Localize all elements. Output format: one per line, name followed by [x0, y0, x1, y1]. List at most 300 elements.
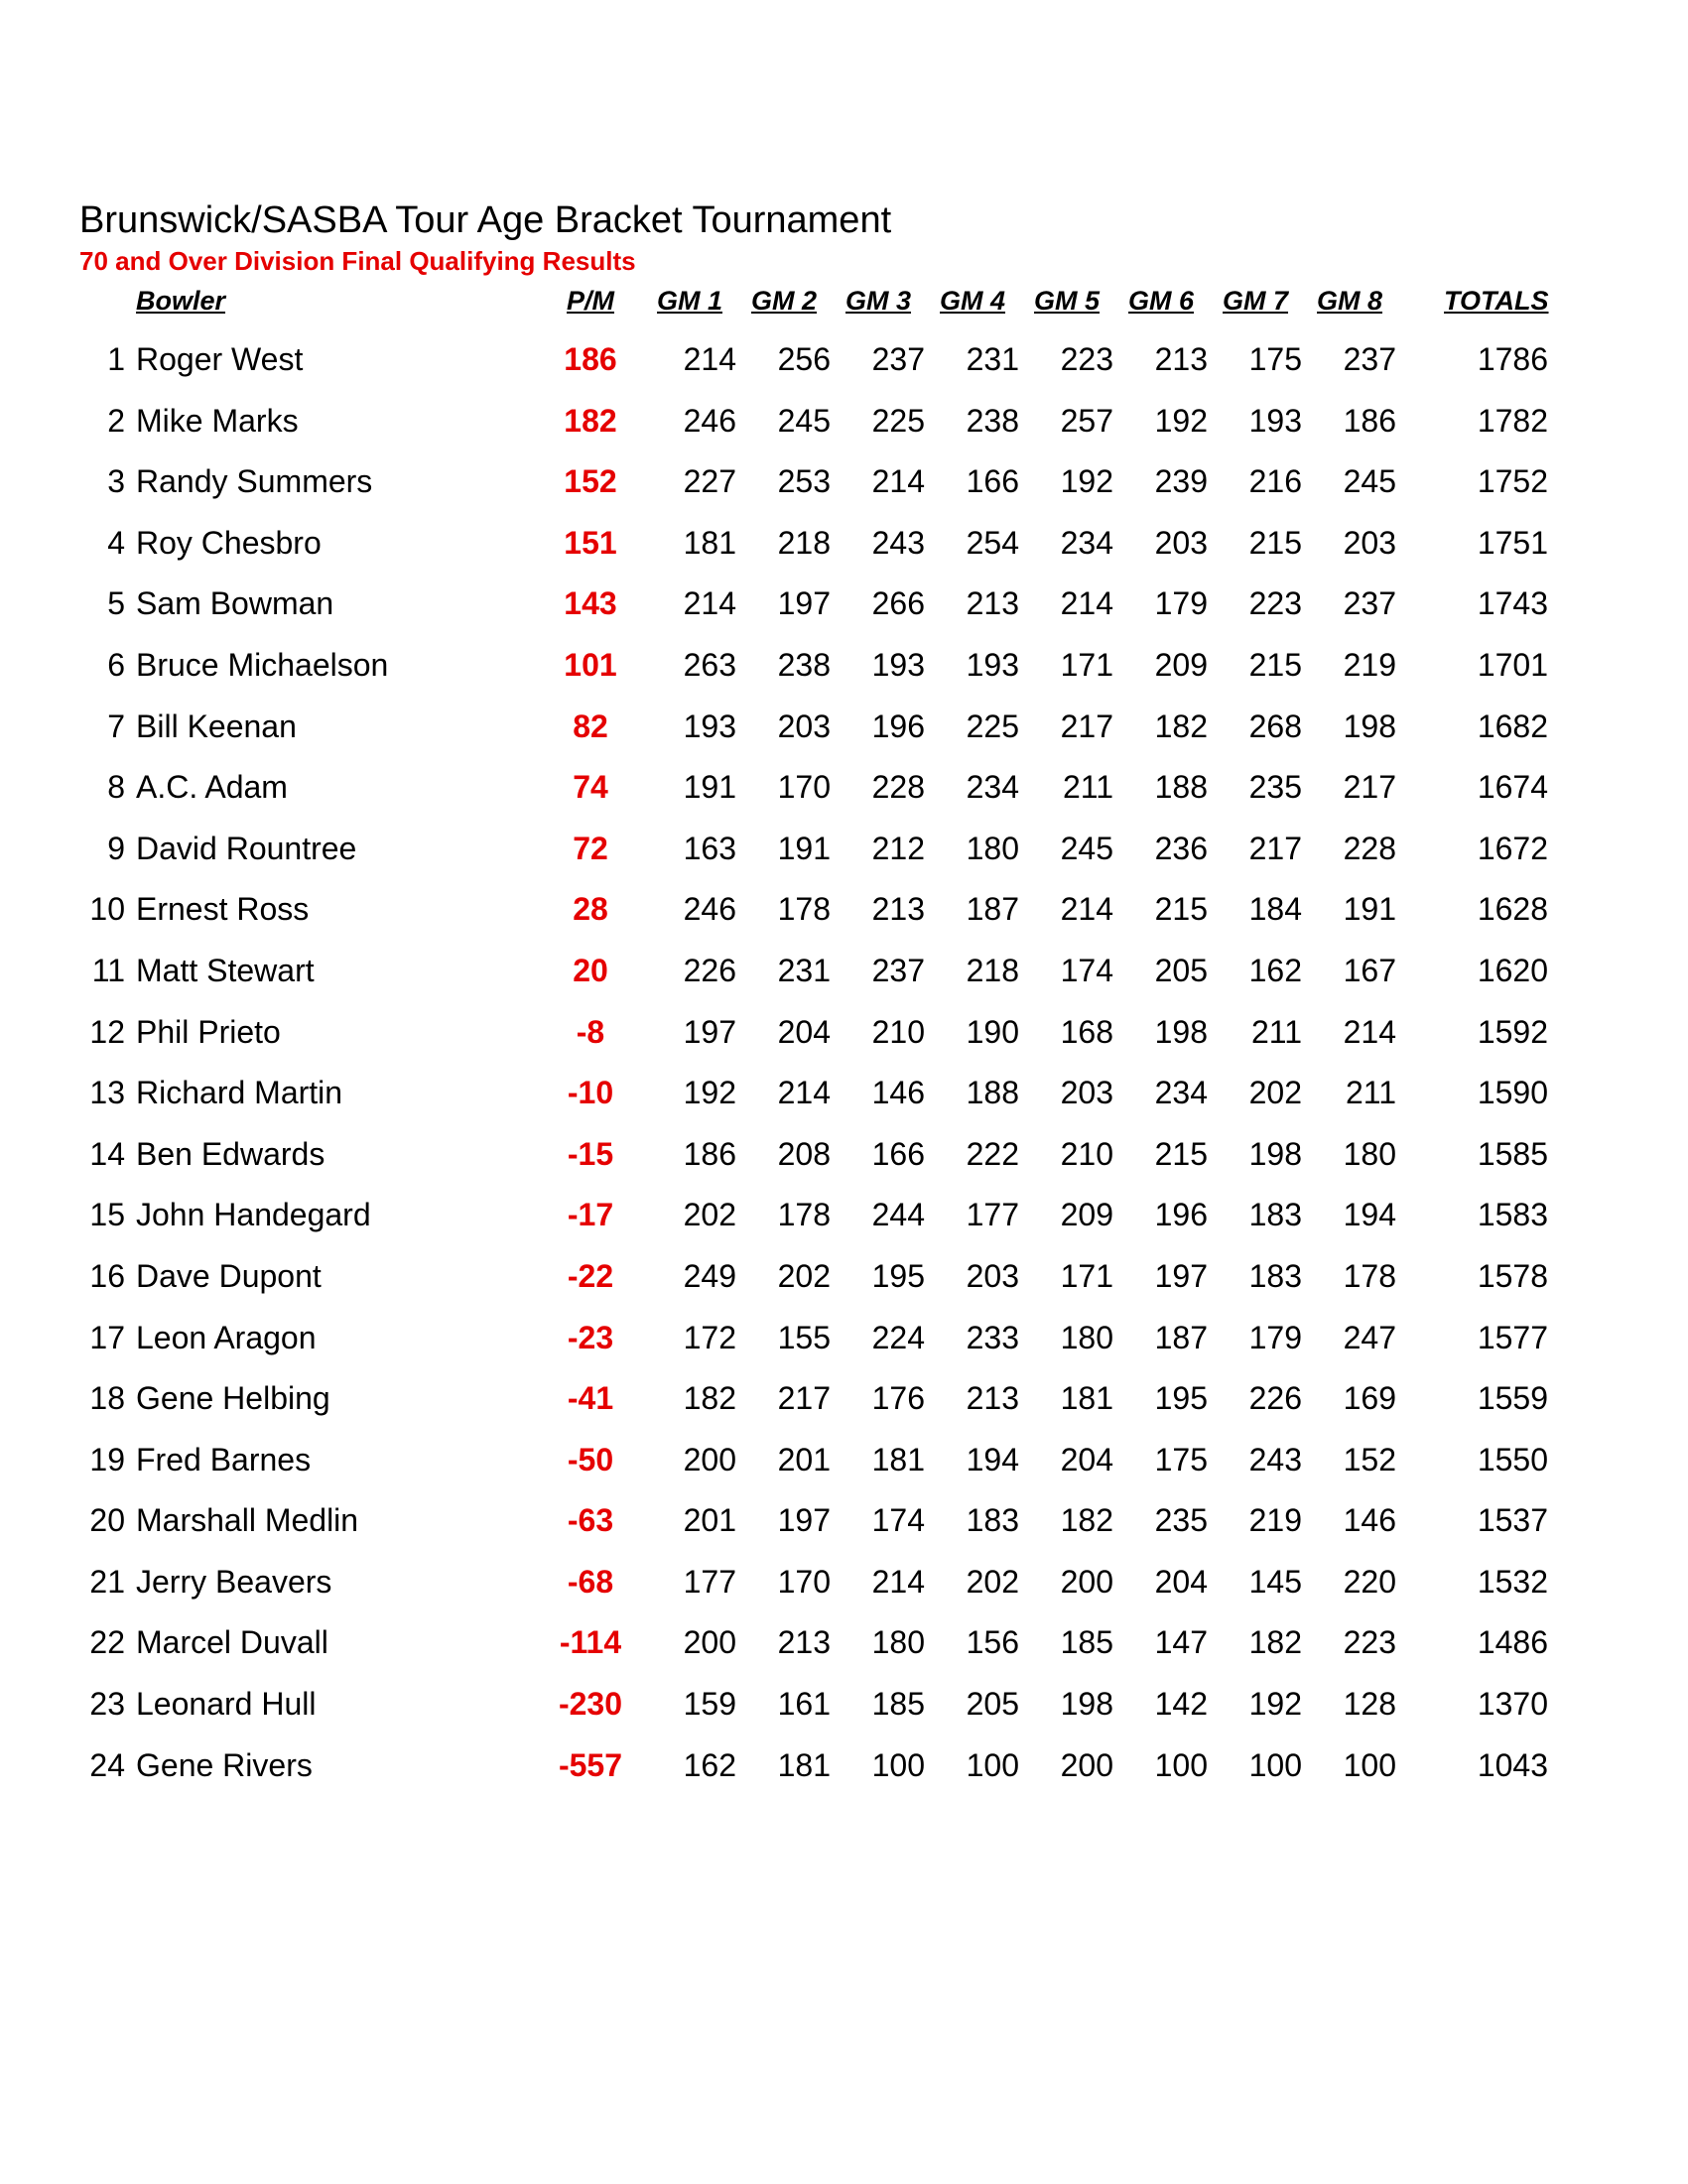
- page-subtitle: 70 and Over Division Final Qualifying Results: [79, 246, 636, 276]
- game-8-score-cell: 100: [1343, 1746, 1396, 1783]
- game-3-score-cell: 146: [871, 1075, 925, 1111]
- game-1-score-cell: 181: [683, 524, 736, 561]
- table-row: [0, 579, 1688, 641]
- game-3-score-cell: 174: [871, 1502, 925, 1539]
- game-7-score-cell: 235: [1248, 769, 1302, 806]
- game-6-score-cell: 195: [1154, 1380, 1208, 1417]
- game-1-score-cell: 200: [683, 1441, 736, 1477]
- game-1-score-cell: 177: [683, 1563, 736, 1600]
- game-1-score-cell: 214: [683, 585, 736, 622]
- results-table: [0, 335, 1688, 1802]
- game-3-score-cell: 214: [871, 463, 925, 500]
- game-6-score-cell: 196: [1154, 1197, 1208, 1233]
- game-6-score-cell: 100: [1154, 1746, 1208, 1783]
- plus-minus-cell: 82: [573, 707, 608, 744]
- total-cell: 1577: [1477, 1319, 1548, 1355]
- game-5-score-cell: 168: [1060, 1013, 1113, 1050]
- game-3-score-cell: 228: [871, 769, 925, 806]
- game-1-score-cell: 192: [683, 1075, 736, 1111]
- game-7-score-cell: 198: [1248, 1135, 1302, 1172]
- plus-minus-cell: -41: [567, 1380, 614, 1417]
- game-7-score-cell: 183: [1248, 1197, 1302, 1233]
- game-4-score-cell: 218: [966, 952, 1019, 988]
- game-2-score-cell: 256: [777, 341, 831, 377]
- game-6-score-cell: 187: [1154, 1319, 1208, 1355]
- plus-minus-cell: -230: [558, 1686, 623, 1723]
- bowler-name-cell: Ben Edwards: [136, 1135, 325, 1172]
- game-2-score-cell: 197: [777, 1502, 831, 1539]
- total-cell: 1585: [1477, 1135, 1548, 1172]
- bowler-name-cell: A.C. Adam: [136, 769, 288, 806]
- bowler-name-cell: Richard Martin: [136, 1075, 343, 1111]
- game-4-score-cell: 231: [966, 341, 1019, 377]
- game-3-score-cell: 244: [871, 1197, 925, 1233]
- rank-cell: 2: [107, 402, 125, 439]
- total-cell: 1550: [1477, 1441, 1548, 1477]
- game-5-score-cell: 182: [1060, 1502, 1113, 1539]
- table-row: [0, 1069, 1688, 1130]
- bowler-name-cell: Roy Chesbro: [136, 524, 322, 561]
- game-6-score-cell: 213: [1154, 341, 1208, 377]
- game-8-score-cell: 186: [1343, 402, 1396, 439]
- header-gm3: GM 3: [845, 286, 912, 316]
- total-cell: 1701: [1477, 646, 1548, 683]
- plus-minus-cell: 74: [573, 769, 608, 806]
- game-3-score-cell: 237: [871, 952, 925, 988]
- game-6-score-cell: 142: [1154, 1686, 1208, 1723]
- game-8-score-cell: 146: [1343, 1502, 1396, 1539]
- game-8-score-cell: 211: [1345, 1075, 1396, 1111]
- plus-minus-cell: 151: [564, 524, 617, 561]
- game-7-score-cell: 162: [1248, 952, 1302, 988]
- game-3-score-cell: 224: [871, 1319, 925, 1355]
- game-7-score-cell: 184: [1248, 891, 1302, 928]
- plus-minus-cell: -17: [567, 1197, 614, 1233]
- rank-cell: 11: [91, 952, 125, 988]
- game-7-score-cell: 211: [1250, 1013, 1302, 1050]
- game-5-score-cell: 198: [1060, 1686, 1113, 1723]
- table-row: [0, 703, 1688, 764]
- game-8-score-cell: 220: [1343, 1563, 1396, 1600]
- game-5-score-cell: 223: [1060, 341, 1113, 377]
- bowler-name-cell: Gene Rivers: [136, 1746, 313, 1783]
- total-cell: 1583: [1477, 1197, 1548, 1233]
- rank-cell: 23: [89, 1686, 125, 1723]
- table-row: [0, 457, 1688, 519]
- game-2-score-cell: 202: [777, 1257, 831, 1294]
- game-5-score-cell: 234: [1060, 524, 1113, 561]
- game-8-score-cell: 198: [1343, 707, 1396, 744]
- bowler-name-cell: Bruce Michaelson: [136, 646, 389, 683]
- game-5-score-cell: 192: [1060, 463, 1113, 500]
- game-8-score-cell: 191: [1343, 891, 1396, 928]
- game-3-score-cell: 185: [871, 1686, 925, 1723]
- game-4-score-cell: 222: [966, 1135, 1019, 1172]
- total-cell: 1628: [1477, 891, 1548, 928]
- game-7-score-cell: 202: [1248, 1075, 1302, 1111]
- header-bowler: Bowler: [136, 286, 226, 316]
- game-7-score-cell: 216: [1248, 463, 1302, 500]
- table-row: [0, 1252, 1688, 1314]
- bowler-name-cell: Jerry Beavers: [136, 1563, 332, 1600]
- game-4-score-cell: 202: [966, 1563, 1019, 1600]
- game-2-score-cell: 214: [777, 1075, 831, 1111]
- total-cell: 1532: [1477, 1563, 1548, 1600]
- total-cell: 1682: [1477, 707, 1548, 744]
- plus-minus-cell: -68: [567, 1563, 614, 1600]
- table-row: [0, 1558, 1688, 1619]
- game-5-score-cell: 214: [1060, 891, 1113, 928]
- table-row: [0, 1130, 1688, 1192]
- header-gm8: GM 8: [1317, 286, 1383, 316]
- game-5-score-cell: 257: [1060, 402, 1113, 439]
- game-6-score-cell: 175: [1154, 1441, 1208, 1477]
- game-5-score-cell: 200: [1060, 1563, 1113, 1600]
- game-3-score-cell: 237: [871, 341, 925, 377]
- game-6-score-cell: 179: [1154, 585, 1208, 622]
- game-2-score-cell: 245: [777, 402, 831, 439]
- game-5-score-cell: 171: [1060, 1257, 1113, 1294]
- game-1-score-cell: 227: [683, 463, 736, 500]
- table-row: [0, 1618, 1688, 1680]
- table-row: [0, 1191, 1688, 1252]
- table-row: [0, 1374, 1688, 1436]
- game-5-score-cell: 210: [1060, 1135, 1113, 1172]
- rank-cell: 15: [89, 1197, 125, 1233]
- bowler-name-cell: Marshall Medlin: [136, 1502, 359, 1539]
- game-6-score-cell: 235: [1154, 1502, 1208, 1539]
- game-5-score-cell: 245: [1060, 830, 1113, 866]
- total-cell: 1751: [1477, 524, 1548, 561]
- bowler-name-cell: Leonard Hull: [136, 1686, 317, 1723]
- table-row: [0, 763, 1688, 825]
- game-5-score-cell: 174: [1060, 952, 1113, 988]
- bowler-name-cell: Bill Keenan: [136, 707, 297, 744]
- header-gm1: GM 1: [657, 286, 723, 316]
- total-cell: 1752: [1477, 463, 1548, 500]
- bowler-name-cell: Dave Dupont: [136, 1257, 322, 1294]
- game-4-score-cell: 203: [966, 1257, 1019, 1294]
- total-cell: 1559: [1477, 1380, 1548, 1417]
- bowler-name-cell: John Handegard: [136, 1197, 371, 1233]
- plus-minus-cell: -557: [558, 1746, 623, 1783]
- game-4-score-cell: 166: [966, 463, 1019, 500]
- rank-cell: 10: [89, 891, 125, 928]
- total-cell: 1590: [1477, 1075, 1548, 1111]
- game-6-score-cell: 192: [1154, 402, 1208, 439]
- plus-minus-cell: -10: [567, 1075, 614, 1111]
- plus-minus-cell: -114: [559, 1624, 622, 1661]
- game-3-score-cell: 266: [871, 585, 925, 622]
- header-totals: TOTALS: [1444, 286, 1549, 316]
- game-3-score-cell: 213: [871, 891, 925, 928]
- plus-minus-cell: -23: [567, 1319, 614, 1355]
- game-8-score-cell: 214: [1343, 1013, 1396, 1050]
- plus-minus-cell: 152: [564, 463, 617, 500]
- game-6-score-cell: 215: [1154, 891, 1208, 928]
- game-5-score-cell: 171: [1060, 646, 1113, 683]
- page-title: Brunswick/SASBA Tour Age Bracket Tournament: [79, 199, 892, 241]
- total-cell: 1578: [1477, 1257, 1548, 1294]
- rank-cell: 4: [107, 524, 125, 561]
- bowler-name-cell: David Rountree: [136, 830, 357, 866]
- rank-cell: 9: [107, 830, 125, 866]
- game-6-score-cell: 215: [1154, 1135, 1208, 1172]
- game-1-score-cell: 159: [683, 1686, 736, 1723]
- game-8-score-cell: 178: [1343, 1257, 1396, 1294]
- table-row: [0, 1008, 1688, 1070]
- game-4-score-cell: 183: [966, 1502, 1019, 1539]
- game-7-score-cell: 223: [1248, 585, 1302, 622]
- game-4-score-cell: 233: [966, 1319, 1019, 1355]
- game-4-score-cell: 177: [966, 1197, 1019, 1233]
- bowler-name-cell: Mike Marks: [136, 402, 299, 439]
- game-1-score-cell: 246: [683, 402, 736, 439]
- game-8-score-cell: 237: [1343, 341, 1396, 377]
- bowler-name-cell: Leon Aragon: [136, 1319, 317, 1355]
- game-7-score-cell: 193: [1248, 402, 1302, 439]
- table-row: [0, 1741, 1688, 1803]
- plus-minus-cell: 143: [564, 585, 617, 622]
- game-8-score-cell: 180: [1343, 1135, 1396, 1172]
- bowler-name-cell: Fred Barnes: [136, 1441, 312, 1477]
- table-row: [0, 1496, 1688, 1558]
- game-7-score-cell: 226: [1248, 1380, 1302, 1417]
- game-2-score-cell: 238: [777, 646, 831, 683]
- game-1-score-cell: 249: [683, 1257, 736, 1294]
- game-6-score-cell: 198: [1154, 1013, 1208, 1050]
- game-8-score-cell: 194: [1343, 1197, 1396, 1233]
- game-6-score-cell: 188: [1154, 769, 1208, 806]
- game-2-score-cell: 253: [777, 463, 831, 500]
- bowler-name-cell: Phil Prieto: [136, 1013, 281, 1050]
- game-1-score-cell: 197: [683, 1013, 736, 1050]
- game-7-score-cell: 215: [1248, 524, 1302, 561]
- game-7-score-cell: 215: [1248, 646, 1302, 683]
- game-8-score-cell: 203: [1343, 524, 1396, 561]
- game-6-score-cell: 203: [1154, 524, 1208, 561]
- game-3-score-cell: 180: [871, 1624, 925, 1661]
- game-7-score-cell: 145: [1248, 1563, 1302, 1600]
- game-3-score-cell: 181: [871, 1441, 925, 1477]
- total-cell: 1486: [1477, 1624, 1548, 1661]
- bowler-name-cell: Sam Bowman: [136, 585, 334, 622]
- bowler-name-cell: Roger West: [136, 341, 304, 377]
- game-6-score-cell: 234: [1154, 1075, 1208, 1111]
- total-cell: 1782: [1477, 402, 1548, 439]
- plus-minus-cell: -63: [567, 1502, 614, 1539]
- game-1-score-cell: 191: [683, 769, 736, 806]
- game-2-score-cell: 203: [777, 707, 831, 744]
- game-6-score-cell: 182: [1154, 707, 1208, 744]
- rank-cell: 3: [107, 463, 125, 500]
- rank-cell: 5: [107, 585, 125, 622]
- game-2-score-cell: 204: [777, 1013, 831, 1050]
- game-3-score-cell: 196: [871, 707, 925, 744]
- game-3-score-cell: 243: [871, 524, 925, 561]
- rank-cell: 22: [89, 1624, 125, 1661]
- rank-cell: 19: [89, 1441, 125, 1477]
- game-3-score-cell: 210: [871, 1013, 925, 1050]
- total-cell: 1537: [1477, 1502, 1548, 1539]
- game-4-score-cell: 156: [966, 1624, 1019, 1661]
- plus-minus-cell: 28: [573, 891, 608, 928]
- game-4-score-cell: 188: [966, 1075, 1019, 1111]
- game-1-score-cell: 172: [683, 1319, 736, 1355]
- plus-minus-cell: -22: [567, 1257, 614, 1294]
- game-8-score-cell: 152: [1343, 1441, 1396, 1477]
- game-8-score-cell: 237: [1343, 585, 1396, 622]
- game-5-score-cell: 200: [1060, 1746, 1113, 1783]
- game-7-score-cell: 243: [1248, 1441, 1302, 1477]
- plus-minus-cell: -50: [567, 1441, 614, 1477]
- game-4-score-cell: 194: [966, 1441, 1019, 1477]
- game-8-score-cell: 169: [1343, 1380, 1396, 1417]
- game-4-score-cell: 213: [966, 585, 1019, 622]
- game-6-score-cell: 209: [1154, 646, 1208, 683]
- rank-cell: 16: [89, 1257, 125, 1294]
- game-5-score-cell: 209: [1060, 1197, 1113, 1233]
- game-2-score-cell: 231: [777, 952, 831, 988]
- total-cell: 1743: [1477, 585, 1548, 622]
- total-cell: 1674: [1477, 769, 1548, 806]
- bowler-name-cell: Randy Summers: [136, 463, 373, 500]
- game-1-score-cell: 162: [683, 1746, 736, 1783]
- game-1-score-cell: 201: [683, 1502, 736, 1539]
- header-gm7: GM 7: [1223, 286, 1289, 316]
- table-row: [0, 397, 1688, 458]
- header-gm4: GM 4: [940, 286, 1006, 316]
- game-1-score-cell: 193: [683, 707, 736, 744]
- plus-minus-cell: 186: [564, 341, 617, 377]
- game-7-score-cell: 179: [1248, 1319, 1302, 1355]
- game-6-score-cell: 197: [1154, 1257, 1208, 1294]
- game-3-score-cell: 100: [871, 1746, 925, 1783]
- game-7-score-cell: 268: [1248, 707, 1302, 744]
- game-6-score-cell: 205: [1154, 952, 1208, 988]
- table-row: [0, 825, 1688, 886]
- table-row: [0, 641, 1688, 703]
- total-cell: 1786: [1477, 341, 1548, 377]
- table-row: [0, 335, 1688, 397]
- total-cell: 1620: [1477, 952, 1548, 988]
- header-gm5: GM 5: [1034, 286, 1101, 316]
- plus-minus-cell: 101: [564, 646, 617, 683]
- game-8-score-cell: 217: [1343, 769, 1396, 806]
- game-7-score-cell: 100: [1248, 1746, 1302, 1783]
- game-1-score-cell: 202: [683, 1197, 736, 1233]
- game-5-score-cell: 180: [1060, 1319, 1113, 1355]
- game-4-score-cell: 187: [966, 891, 1019, 928]
- game-8-score-cell: 219: [1343, 646, 1396, 683]
- game-7-score-cell: 192: [1248, 1686, 1302, 1723]
- plus-minus-cell: 20: [573, 952, 608, 988]
- game-4-score-cell: 100: [966, 1746, 1019, 1783]
- game-4-score-cell: 193: [966, 646, 1019, 683]
- bowler-name-cell: Marcel Duvall: [136, 1624, 328, 1661]
- game-8-score-cell: 167: [1343, 952, 1396, 988]
- game-1-score-cell: 182: [683, 1380, 736, 1417]
- header-pm: P/M: [566, 286, 614, 316]
- game-7-score-cell: 217: [1248, 830, 1302, 866]
- game-2-score-cell: 208: [777, 1135, 831, 1172]
- game-6-score-cell: 239: [1154, 463, 1208, 500]
- game-4-score-cell: 180: [966, 830, 1019, 866]
- rank-cell: 7: [107, 707, 125, 744]
- game-2-score-cell: 161: [777, 1686, 831, 1723]
- game-4-score-cell: 190: [966, 1013, 1019, 1050]
- game-2-score-cell: 213: [777, 1624, 831, 1661]
- bowler-name-cell: Ernest Ross: [136, 891, 310, 928]
- plus-minus-cell: -8: [576, 1013, 605, 1050]
- game-7-score-cell: 219: [1248, 1502, 1302, 1539]
- total-cell: 1672: [1477, 830, 1548, 866]
- game-5-score-cell: 185: [1060, 1624, 1113, 1661]
- rank-cell: 21: [89, 1563, 125, 1600]
- plus-minus-cell: 182: [564, 402, 617, 439]
- game-3-score-cell: 225: [871, 402, 925, 439]
- game-4-score-cell: 254: [966, 524, 1019, 561]
- game-4-score-cell: 213: [966, 1380, 1019, 1417]
- game-8-score-cell: 247: [1343, 1319, 1396, 1355]
- game-5-score-cell: 181: [1060, 1380, 1113, 1417]
- total-cell: 1592: [1477, 1013, 1548, 1050]
- game-6-score-cell: 147: [1154, 1624, 1208, 1661]
- total-cell: 1043: [1477, 1746, 1548, 1783]
- game-2-score-cell: 218: [777, 524, 831, 561]
- game-6-score-cell: 236: [1154, 830, 1208, 866]
- table-row: [0, 947, 1688, 1008]
- game-2-score-cell: 201: [777, 1441, 831, 1477]
- rank-cell: 1: [107, 341, 125, 377]
- game-2-score-cell: 217: [777, 1380, 831, 1417]
- game-7-score-cell: 175: [1248, 341, 1302, 377]
- game-1-score-cell: 226: [683, 952, 736, 988]
- game-5-score-cell: 217: [1060, 707, 1113, 744]
- header-gm6: GM 6: [1128, 286, 1195, 316]
- game-2-score-cell: 155: [777, 1319, 831, 1355]
- rank-cell: 24: [89, 1746, 125, 1783]
- game-5-score-cell: 211: [1062, 769, 1113, 806]
- table-row: [0, 519, 1688, 580]
- total-cell: 1370: [1477, 1686, 1548, 1723]
- rank-cell: 8: [107, 769, 125, 806]
- game-8-score-cell: 228: [1343, 830, 1396, 866]
- header-gm2: GM 2: [751, 286, 818, 316]
- table-row: [0, 1436, 1688, 1497]
- game-2-score-cell: 170: [777, 1563, 831, 1600]
- game-2-score-cell: 170: [777, 769, 831, 806]
- bowler-name-cell: Gene Helbing: [136, 1380, 330, 1417]
- game-6-score-cell: 204: [1154, 1563, 1208, 1600]
- game-8-score-cell: 223: [1343, 1624, 1396, 1661]
- game-2-score-cell: 178: [777, 1197, 831, 1233]
- rank-cell: 13: [89, 1075, 125, 1111]
- bowler-name-cell: Matt Stewart: [136, 952, 315, 988]
- rank-cell: 14: [89, 1135, 125, 1172]
- game-7-score-cell: 182: [1248, 1624, 1302, 1661]
- table-header: [0, 283, 1688, 322]
- game-3-score-cell: 193: [871, 646, 925, 683]
- table-row: [0, 885, 1688, 947]
- plus-minus-cell: 72: [573, 830, 608, 866]
- game-3-score-cell: 214: [871, 1563, 925, 1600]
- table-row: [0, 1314, 1688, 1375]
- rank-cell: 6: [107, 646, 125, 683]
- game-5-score-cell: 214: [1060, 585, 1113, 622]
- game-3-score-cell: 166: [871, 1135, 925, 1172]
- game-1-score-cell: 246: [683, 891, 736, 928]
